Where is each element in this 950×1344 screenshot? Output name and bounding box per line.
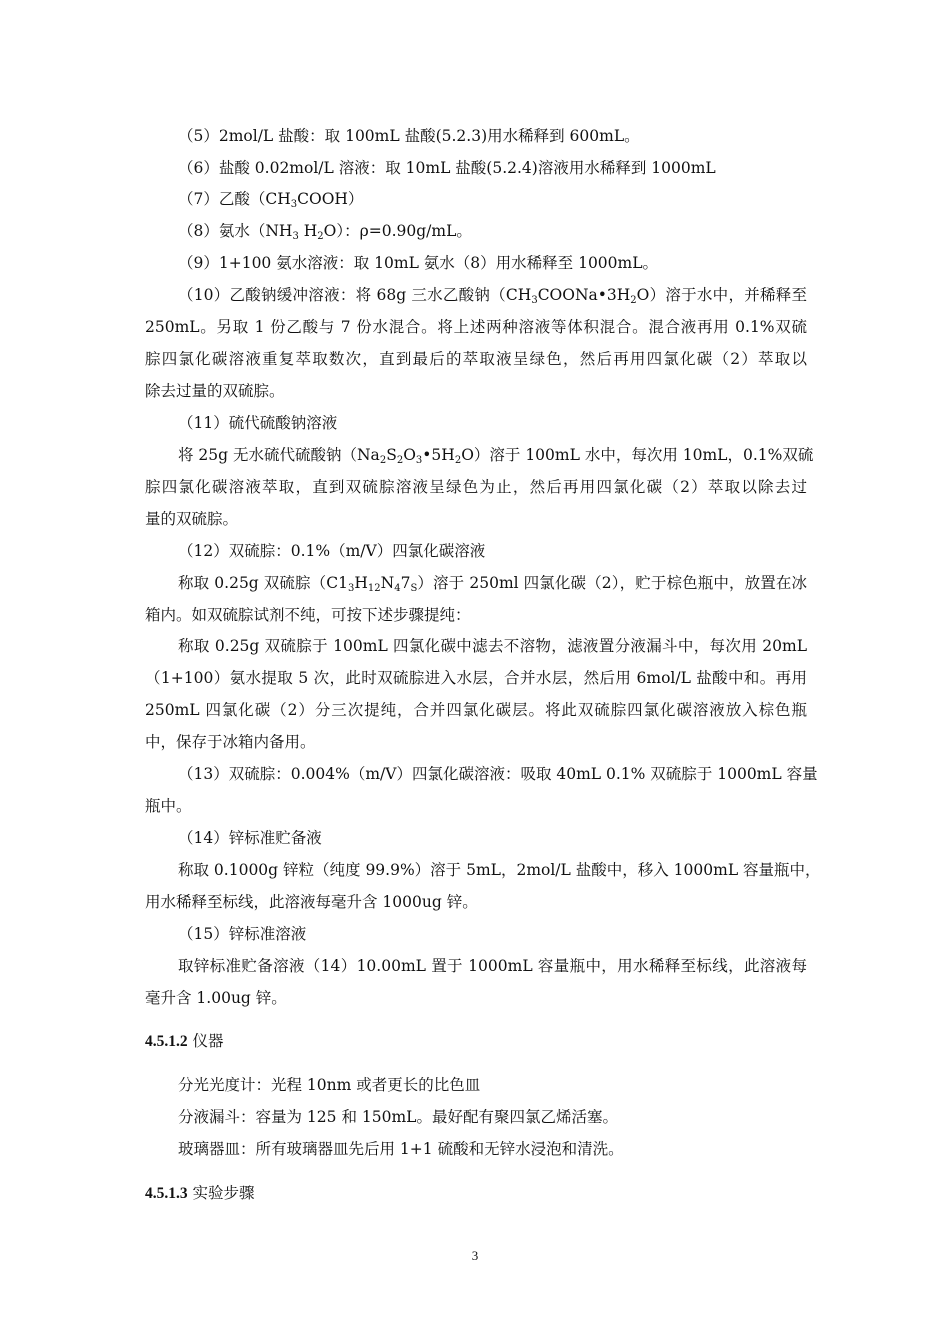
reagent-15-line-2: 毫升含 1.00ug 锌。	[145, 989, 287, 1007]
reagent-12-line-5: 250mL 四氯化碳（2）分三次提纯，合并四氯化碳层。将此双硫腙四氯化碳溶液放入棕色瓶	[145, 701, 807, 719]
reagent-11-heading: （11）硫代硫酸钠溶液	[178, 414, 338, 432]
reagent-12-line-6: 中，保存于冰箱内备用。	[145, 733, 316, 751]
reagent-14-line-2: 用水稀释至标线，此溶液每毫升含 1000ug 锌。	[145, 893, 478, 911]
reagent-14-heading: （14）锌标准贮备液	[178, 829, 322, 847]
reagent-5: （5）2mol/L 盐酸：取 100mL 盐酸(5.2.3)用水稀释到 600mL。	[178, 127, 640, 145]
reagent-9: （9）1+100 氨水溶液：取 10mL 氨水（8）用水稀释至 1000mL。	[178, 254, 659, 272]
reagent-12-line-4: （1+100）氨水提取 5 次，此时双硫腙进入水层，合并水层，然后用 6mol/L 盐酸中和。再用	[145, 669, 807, 687]
reagent-15-line-1: 取锌标准贮备溶液（14）10.00mL 置于 1000mL 容量瓶中，用水稀释至标线，此溶液每	[178, 957, 807, 975]
page-number: 3	[471, 1248, 479, 1263]
reagent-7: （7）乙酸$(CH_3COOH)$	[178, 190, 364, 210]
reagent-11-line-1: 将 25g 无水硫代硫酸钠$(Na_2S_2O_3•5H_2O)$溶于 100mL 水中，每次用 10mL，0.1%双硫	[178, 446, 814, 466]
reagent-10-line-2: 250mL。另取 1 份乙酸与 7 份水混合。将上述两种溶液等体积混合。混合液再用 0.1%双硫	[145, 318, 807, 336]
reagent-12-line-1: 称取 0.25g 双硫腙$(C1_3H_{12}N_47_S)$溶于 250ml 四氯化碳（2），贮于棕色瓶中，放置在冰	[178, 574, 807, 594]
reagent-12-line-2: 箱内。如双硫腙试剂不纯，可按下述步骤提纯：	[145, 606, 471, 624]
reagent-11-line-2: 腙四氯化碳溶液萃取，直到双硫腙溶液呈绿色为止，然后再用四氯化碳（2）萃取以除去过	[145, 478, 807, 496]
reagent-15-heading: （15）锌标准溶液	[178, 925, 307, 943]
reagent-12-heading: （12）双硫腙：0.1%（m/V）四氯化碳溶液	[178, 542, 486, 560]
reagent-12-line-3: 称取 0.25g 双硫腙于 100mL 四氯化碳中滤去不溶物，滤液置分液漏斗中，每次用 20mL	[178, 637, 807, 655]
reagent-14-line-1: 称取 0.1000g 锌粒（纯度 99.9%）溶于 5mL，2mol/L 盐酸中，移入 1000mL 容量瓶中，	[178, 861, 821, 879]
section-heading-procedure: 4.5.1.3 实验步骤	[145, 1184, 255, 1202]
reagent-13-line-1: （13）双硫腙：0.004%（m/V）四氯化碳溶液：吸取 40mL 0.1% 双硫腙于 1000mL 容量	[178, 765, 818, 783]
instrument-separatory-funnel: 分液漏斗：容量为 125 和 150mL。最好配有聚四氯乙烯活塞。	[178, 1108, 618, 1126]
reagent-10-line-3: 腙四氯化碳溶液重复萃取数次，直到最后的萃取液呈绿色，然后再用四氯化碳（2）萃取以	[145, 350, 807, 368]
reagent-8: （8）氨水（$NH_3$ $H_2O$）：ρ=0.90g/mL。	[178, 222, 472, 242]
reagent-11-line-3: 量的双硫腙。	[145, 510, 239, 528]
reagent-6: （6）盐酸 0.02mol/L 溶液：取 10mL 盐酸(5.2.4)溶液用水稀释到 1000mL	[178, 159, 716, 177]
reagent-13-line-2: 瓶中。	[145, 797, 192, 815]
instrument-glassware: 玻璃器皿：所有玻璃器皿先后用 1+1 硫酸和无锌水浸泡和清洗。	[178, 1140, 624, 1158]
instrument-spectrophotometer: 分光光度计：光程 10nm 或者更长的比色皿	[178, 1076, 481, 1094]
section-heading-instruments: 4.5.1.2 仪器	[145, 1032, 224, 1050]
reagent-10-line-4: 除去过量的双硫腙。	[145, 382, 285, 400]
reagent-10-line-1: （10）乙酸钠缓冲溶液：将 68g 三水乙酸钠$(CH_3COONa•3H_2O)$溶于水中，并稀释至	[178, 286, 807, 306]
